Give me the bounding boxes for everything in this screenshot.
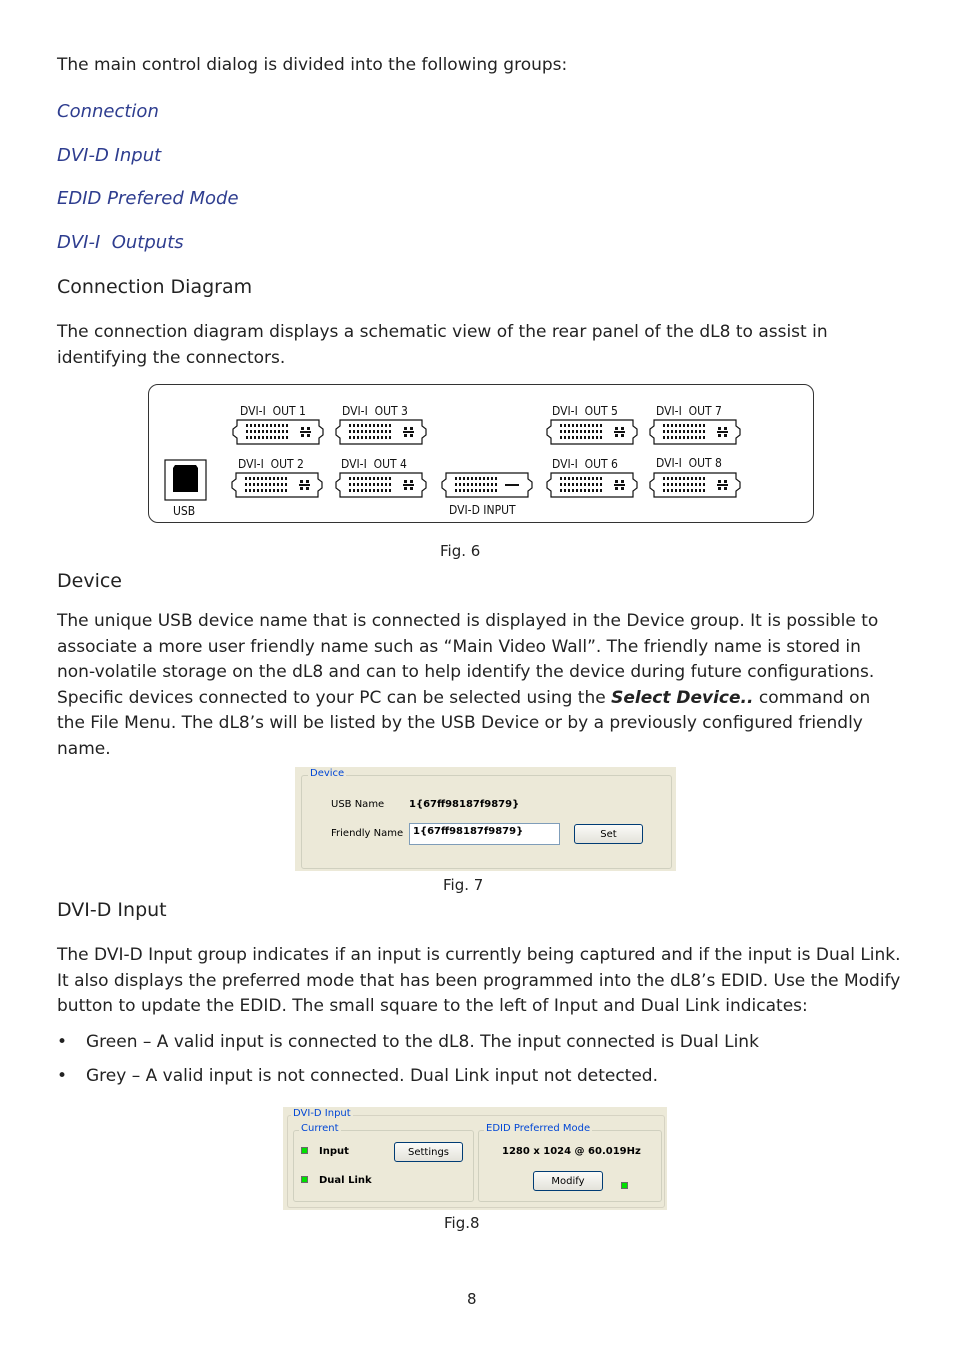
device-group [301, 768, 672, 869]
modify-button[interactable]: Modify [533, 1171, 603, 1191]
settings-button[interactable]: Settings [394, 1142, 463, 1162]
device-heading: Device [57, 570, 122, 592]
label-out-7: DVI-I OUT 7 [656, 404, 722, 418]
label-out-3: DVI-I OUT 3 [342, 404, 408, 418]
dvi-out-3-connector [336, 420, 426, 444]
dvi-input-panel [283, 1107, 667, 1210]
label-out-4: DVI-I OUT 4 [341, 457, 407, 471]
intro-text: The main control dialog is divided into the following groups: [57, 55, 568, 75]
label-out-2: DVI-I OUT 2 [238, 457, 304, 471]
fig8-caption: Fig.8 [444, 1214, 480, 1232]
dvi-input-group-title: DVI-D Input [293, 1108, 351, 1119]
dvi-out-8-connector [650, 473, 740, 497]
current-group [293, 1123, 474, 1202]
dvi-out-1-connector [233, 420, 323, 444]
usb-name-value: 1{67ff98187f9879} [409, 799, 520, 810]
dvi-out-6-connector [547, 473, 637, 497]
dvi-input-body: The DVI-D Input group indicates if an input is currently being captured and if the input is Dual Link. It also displays the preferred mode that has been programmed into the dL8’s EDID. Use the Modify button to update the EDID. The small square to the left of Input and Dual Link indicates: [57, 945, 901, 1016]
dvi-out-7-connector [650, 420, 740, 444]
fig6-caption: Fig. 6 [440, 542, 481, 560]
fig7-caption: Fig. 7 [443, 876, 484, 894]
link-dvi-d-input[interactable]: DVI-D Input [57, 145, 162, 166]
label-out-6: DVI-I OUT 6 [552, 457, 618, 471]
current-group-title: Current [301, 1123, 339, 1134]
dual-link-label: Dual Link [319, 1175, 372, 1186]
dvi-input-heading: DVI-D Input [57, 899, 167, 921]
link-dvi-i-outputs[interactable]: DVI-I Outputs [57, 232, 184, 253]
label-out-5: DVI-I OUT 5 [552, 404, 618, 418]
dvi-d-input-connector [442, 473, 532, 497]
input-label: Input [319, 1146, 349, 1157]
edid-group [478, 1123, 662, 1202]
connection-heading: Connection Diagram [57, 276, 253, 298]
dvi-out-2-connector [232, 473, 322, 497]
label-dvi-d-input: DVI-D INPUT [449, 503, 516, 517]
usb-name-label: USB Name [331, 799, 385, 810]
friendly-name-label: Friendly Name [331, 828, 404, 839]
link-edid-prefered-mode[interactable]: EDID Prefered Mode [57, 188, 239, 209]
list-item: • Green – A valid input is connected to the dL8. The input connected is Dual Link [57, 1030, 917, 1055]
indicator-list [57, 1030, 917, 1089]
link-connection[interactable]: Connection [57, 101, 159, 122]
connection-body: The connection diagram displays a schematic view of the rear panel of the dL8 to assist in identifying the connectors. [57, 322, 828, 368]
connection-diagram [148, 384, 814, 523]
label-usb: USB [173, 504, 196, 518]
label-out-8: DVI-I OUT 8 [656, 456, 722, 470]
usb-port [165, 460, 206, 500]
page-number: 8 [467, 1290, 477, 1308]
dvi-out-4-connector [336, 473, 426, 497]
dvi-out-5-connector [547, 420, 637, 444]
edid-mode-value: 1280 x 1024 @ 60.019Hz [502, 1146, 641, 1157]
edid-group-title: EDID Preferred Mode [486, 1123, 591, 1134]
dual-link-status-indicator [301, 1176, 308, 1183]
label-out-1: DVI-I OUT 1 [240, 404, 306, 418]
device-panel [295, 767, 676, 871]
friendly-name-input[interactable]: 1{67ff98187f9879} [409, 823, 560, 845]
edid-status-indicator [621, 1182, 628, 1189]
device-body: The unique USB device name that is connected is displayed in the Device group. It is possible to associate a more user friendly name such as “Main Video Wall”. The friendly name is stored in non-volatile storage on the dL8 and can to help identify the device during future configurations. Specific devices connected to your PC can be selected using the Select Device.. command on the File Menu. The dL8’s will be listed by the USB Device or by a previously configured friendly name. [57, 611, 879, 759]
input-status-indicator [301, 1147, 308, 1154]
list-item: • Grey – A valid input is not connected. Dual Link input not detected. [57, 1064, 917, 1089]
set-button[interactable]: Set [574, 824, 643, 844]
device-group-title: Device [310, 768, 345, 779]
